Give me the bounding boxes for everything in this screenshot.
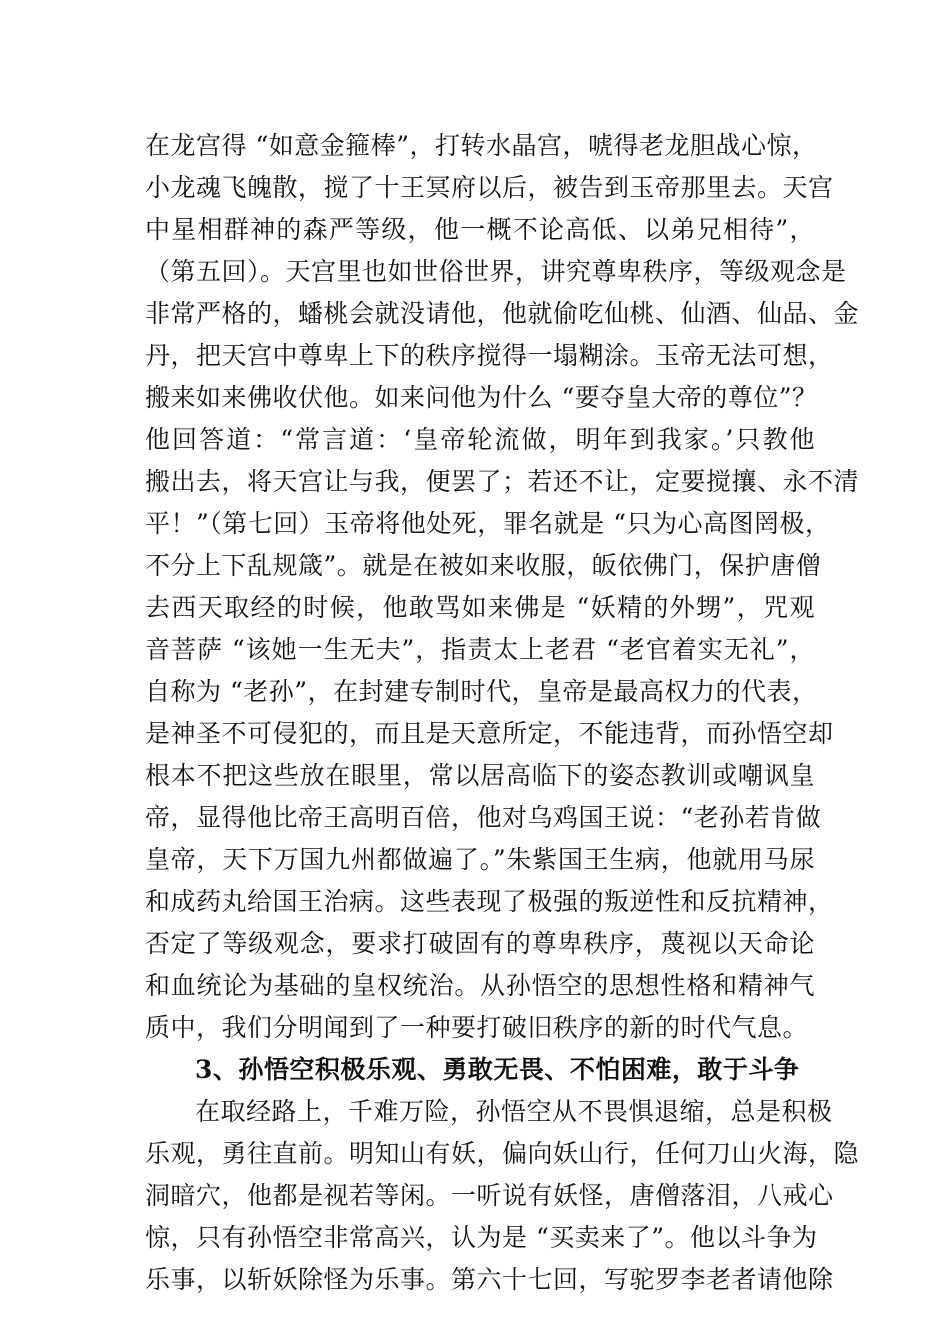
paragraph-line: 乐事，以斩妖除怪为乐事。第六十七回，写驼罗李老者请他除: [145, 1265, 834, 1294]
paragraph-line: 非常严格的，蟠桃会就没请他，他就偷吃仙桃、仙酒、仙品、金: [145, 299, 860, 328]
paragraph-line: 帝，显得他比帝王高明百倍，他对乌鸡国王说：“老孙若肯做: [145, 803, 822, 832]
paragraph-line: 是神圣不可侵犯的，而且是天意所定，不能违背，而孙悟空却: [145, 719, 834, 748]
paragraph-line: 和成药丸给国王治病。这些表现了极强的叛逆性和反抗精神，: [145, 887, 834, 916]
paragraph-line: 去西天取经的时候，他敢骂如来佛是 “妖精的外甥”，咒观: [145, 593, 815, 622]
paragraph-line: 皇帝，天下万国九州都做遍了。”朱紫国王生病，他就用马尿: [145, 845, 815, 874]
document-page: [145, 125, 860, 1301]
paragraph-line: （第五回）。天宫里也如世俗世界，讲究尊卑秩序，等级观念是: [145, 257, 847, 286]
paragraph-line: 中星相群神的森严等级，他一概不论高低、以弟兄相待”，: [145, 215, 815, 244]
paragraph-line: 洞暗穴，他都是视若等闲。一听说有妖怪，唐僧落泪，八戒心: [145, 1181, 834, 1210]
paragraph-line: 根本不把这些放在眼里，常以居高临下的姿态教训或嘲讽皇: [145, 761, 815, 790]
paragraph-line: 在取经路上，千难万险，孙悟空从不畏惧退缩，总是积极: [195, 1097, 833, 1126]
paragraph-line: 否定了等级观念，要求打破固有的尊卑秩序，蔑视以天命论: [145, 929, 815, 958]
paragraph-line: 乐观，勇往直前。明知山有妖，偏向妖山行，任何刀山火海，隐: [145, 1139, 860, 1168]
paragraph-line: 平！”（第七回）玉帝将他处死，罪名就是 “只为心高图罔极，: [145, 509, 831, 538]
paragraph-line: 自称为 “老孙”，在封建专制时代，皇帝是最高权力的代表，: [145, 677, 818, 706]
paragraph-line: 搬出去，将天宫让与我，便罢了；若还不让，定要搅攘、永不清: [145, 467, 860, 496]
paragraph-line: 和血统论为基础的皇权统治。从孙悟空的思想性格和精神气: [145, 971, 815, 1000]
paragraph-line: 搬来如来佛收伏他。如来问他为什么 “要夺皇大帝的尊位”？: [145, 383, 818, 412]
paragraph-line: 丹，把天宫中尊卑上下的秩序搅得一塌糊涂。玉帝无法可想，: [145, 341, 834, 370]
paragraph-line: 在龙宫得 “如意金箍棒”，打转水晶宫，唬得老龙胆战心惊，: [145, 131, 818, 160]
paragraph-line: 他回答道：“常言道：‘皇帝轮流做，明年到我家。’只教他: [145, 425, 815, 454]
paragraph-1: [145, 125, 860, 1049]
paragraph-line: 惊，只有孙悟空非常高兴，认为是 “买卖来了”。他以斗争为: [145, 1223, 818, 1252]
section-heading: 3、孙悟空积极乐观、勇敢无畏、不怕困难，敢于斗争: [195, 1055, 800, 1084]
paragraph-line: 音菩萨 “该她一生无夫”，指责太上老君 “老官着实无礼”，: [145, 635, 815, 664]
paragraph-2: [145, 1091, 860, 1301]
paragraph-line: 质中，我们分明闻到了一种要打破旧秩序的新的时代气息。: [145, 1013, 809, 1042]
paragraph-line: 小龙魂飞魄散，搅了十王冥府以后，被告到玉帝那里去。天宫: [145, 173, 834, 202]
paragraph-line: 不分上下乱规箴”。就是在被如来收服，皈依佛门，保护唐僧: [145, 551, 822, 580]
